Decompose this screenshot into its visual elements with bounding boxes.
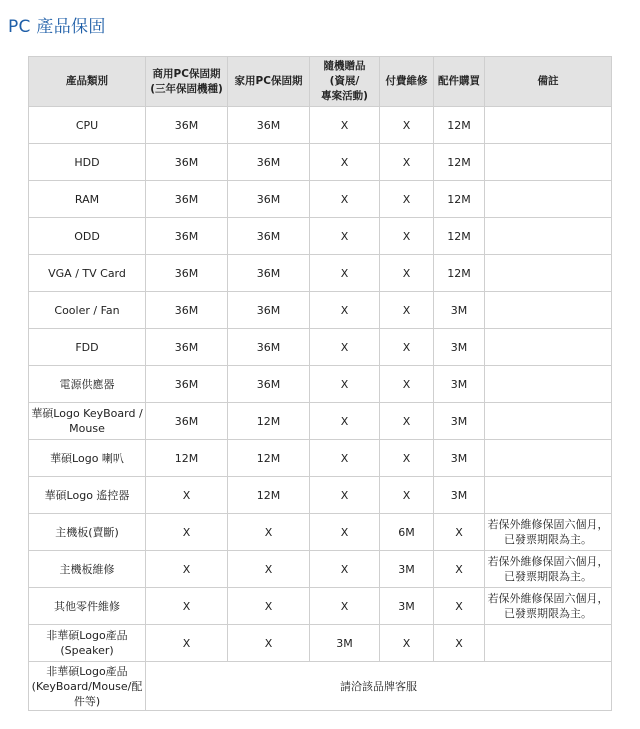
cell-business-pc-warranty: X <box>146 588 228 625</box>
cell-bundled-gift: X <box>310 588 380 625</box>
cell-bundled-gift: X <box>310 144 380 181</box>
table-row <box>29 107 612 144</box>
cell-bundled-gift: X <box>310 255 380 292</box>
cell-home-pc-warranty: 36M <box>228 218 310 255</box>
cell-home-pc-warranty: 36M <box>228 144 310 181</box>
cell-accessory-purchase: 12M <box>434 144 485 181</box>
table-header-row <box>29 57 612 107</box>
cell-paid-repair: X <box>380 255 434 292</box>
cell-category: 華碩Logo 遙控器 <box>29 477 146 514</box>
table-row <box>29 218 612 255</box>
cell-accessory-purchase: 12M <box>434 255 485 292</box>
cell-notes: 若保外維修保固六個月， 已發票期限為主。 <box>485 514 612 551</box>
cell-bundled-gift: X <box>310 514 380 551</box>
cell-category: CPU <box>29 107 146 144</box>
cell-accessory-purchase: X <box>434 625 485 662</box>
cell-business-pc-warranty: 36M <box>146 181 228 218</box>
cell-category: 主機板維修 <box>29 551 146 588</box>
cell-notes <box>485 477 612 514</box>
cell-paid-repair: X <box>380 440 434 477</box>
cell-business-pc-warranty: 36M <box>146 255 228 292</box>
cell-business-pc-warranty: X <box>146 477 228 514</box>
table-row <box>29 292 612 329</box>
cell-paid-repair: 3M <box>380 551 434 588</box>
cell-paid-repair: X <box>380 107 434 144</box>
cell-accessory-purchase: 3M <box>434 292 485 329</box>
cell-notes <box>485 440 612 477</box>
cell-bundled-gift: X <box>310 551 380 588</box>
cell-accessory-purchase: 3M <box>434 403 485 440</box>
cell-home-pc-warranty: X <box>228 514 310 551</box>
cell-business-pc-warranty: 36M <box>146 218 228 255</box>
cell-bundled-gift: X <box>310 107 380 144</box>
cell-accessory-purchase: X <box>434 551 485 588</box>
table-row <box>29 403 612 440</box>
cell-accessory-purchase: 3M <box>434 477 485 514</box>
cell-bundled-gift: X <box>310 440 380 477</box>
cell-notes <box>485 107 612 144</box>
table-row-non-asus-accessories <box>29 662 612 711</box>
header-accessory-purchase: 配件購買 <box>434 57 485 107</box>
cell-accessory-purchase: 3M <box>434 440 485 477</box>
cell-accessory-purchase: X <box>434 588 485 625</box>
cell-paid-repair: X <box>380 403 434 440</box>
table-body <box>29 107 612 711</box>
cell-category: 華碩Logo KeyBoard / Mouse <box>29 403 146 440</box>
cell-business-pc-warranty: 36M <box>146 292 228 329</box>
cell-home-pc-warranty: 36M <box>228 255 310 292</box>
cell-home-pc-warranty: 36M <box>228 292 310 329</box>
cell-paid-repair: X <box>380 366 434 403</box>
header-paid-repair: 付費維修 <box>380 57 434 107</box>
cell-category: 其他零件維修 <box>29 588 146 625</box>
cell-home-pc-warranty: 36M <box>228 107 310 144</box>
cell-bundled-gift: X <box>310 366 380 403</box>
cell-paid-repair: X <box>380 218 434 255</box>
header-notes: 備註 <box>485 57 612 107</box>
cell-home-pc-warranty: X <box>228 625 310 662</box>
cell-home-pc-warranty: 12M <box>228 477 310 514</box>
cell-accessory-purchase: 12M <box>434 181 485 218</box>
cell-accessory-purchase: 12M <box>434 107 485 144</box>
cell-home-pc-warranty: 36M <box>228 181 310 218</box>
cell-paid-repair: X <box>380 329 434 366</box>
cell-accessory-purchase: 3M <box>434 329 485 366</box>
table-row <box>29 144 612 181</box>
cell-category: Cooler / Fan <box>29 292 146 329</box>
table-row <box>29 551 612 588</box>
cell-bundled-gift: X <box>310 477 380 514</box>
cell-paid-repair: X <box>380 181 434 218</box>
cell-home-pc-warranty: 12M <box>228 403 310 440</box>
table-row <box>29 477 612 514</box>
cell-business-pc-warranty: 36M <box>146 144 228 181</box>
cell-bundled-gift: 3M <box>310 625 380 662</box>
table-row <box>29 366 612 403</box>
cell-notes <box>485 144 612 181</box>
cell-paid-repair: X <box>380 625 434 662</box>
cell-notes <box>485 329 612 366</box>
cell-home-pc-warranty: X <box>228 551 310 588</box>
cell-notes <box>485 181 612 218</box>
cell-bundled-gift: X <box>310 292 380 329</box>
cell-paid-repair: X <box>380 144 434 181</box>
table-row <box>29 625 612 662</box>
table-row <box>29 514 612 551</box>
cell-notes <box>485 218 612 255</box>
cell-category: 非華碩Logo產品 (Speaker) <box>29 625 146 662</box>
cell-paid-repair: 6M <box>380 514 434 551</box>
cell-bundled-gift: X <box>310 403 380 440</box>
cell-home-pc-warranty: 36M <box>228 329 310 366</box>
header-business-pc-warranty: 商用PC保固期 (三年保固機種) <box>146 57 228 107</box>
cell-category: FDD <box>29 329 146 366</box>
cell-notes <box>485 292 612 329</box>
cell-business-pc-warranty: X <box>146 514 228 551</box>
cell-category: 非華碩Logo產品 (KeyBoard/Mouse/配 件等) <box>29 662 146 711</box>
header-bundled-gift: 隨機贈品 (資展/ 專案活動) <box>310 57 380 107</box>
cell-accessory-purchase: X <box>434 514 485 551</box>
cell-bundled-gift: X <box>310 181 380 218</box>
cell-paid-repair: 3M <box>380 588 434 625</box>
cell-notes <box>485 625 612 662</box>
cell-notes <box>485 255 612 292</box>
cell-category: 華碩Logo 喇叭 <box>29 440 146 477</box>
cell-category: VGA / TV Card <box>29 255 146 292</box>
cell-business-pc-warranty: 36M <box>146 366 228 403</box>
cell-bundled-gift: X <box>310 329 380 366</box>
header-home-pc-warranty: 家用PC保固期 <box>228 57 310 107</box>
cell-business-pc-warranty: 12M <box>146 440 228 477</box>
cell-accessory-purchase: 3M <box>434 366 485 403</box>
cell-business-pc-warranty: X <box>146 625 228 662</box>
cell-home-pc-warranty: X <box>228 588 310 625</box>
cell-category: 電源供應器 <box>29 366 146 403</box>
cell-business-pc-warranty: 36M <box>146 107 228 144</box>
table-row <box>29 329 612 366</box>
cell-notes <box>485 366 612 403</box>
cell-accessory-purchase: 12M <box>434 218 485 255</box>
cell-bundled-gift: X <box>310 218 380 255</box>
cell-notes: 若保外維修保固六個月， 已發票期限為主。 <box>485 588 612 625</box>
table-row <box>29 440 612 477</box>
cell-home-pc-warranty: 36M <box>228 366 310 403</box>
cell-category: RAM <box>29 181 146 218</box>
cell-notes: 若保外維修保固六個月， 已發票期限為主。 <box>485 551 612 588</box>
header-category: 產品類別 <box>29 57 146 107</box>
cell-category: HDD <box>29 144 146 181</box>
cell-paid-repair: X <box>380 292 434 329</box>
page-title: PC 產品保固 <box>8 17 106 37</box>
table-row <box>29 181 612 218</box>
table-row <box>29 255 612 292</box>
cell-category: 主機板(賣斷) <box>29 514 146 551</box>
warranty-table <box>28 56 612 711</box>
cell-category: ODD <box>29 218 146 255</box>
cell-business-pc-warranty: 36M <box>146 403 228 440</box>
cell-notes <box>485 403 612 440</box>
table-row <box>29 588 612 625</box>
cell-contact-brand-support: 請洽該品牌客服 <box>146 662 612 711</box>
cell-business-pc-warranty: X <box>146 551 228 588</box>
cell-home-pc-warranty: 12M <box>228 440 310 477</box>
cell-paid-repair: X <box>380 477 434 514</box>
cell-business-pc-warranty: 36M <box>146 329 228 366</box>
